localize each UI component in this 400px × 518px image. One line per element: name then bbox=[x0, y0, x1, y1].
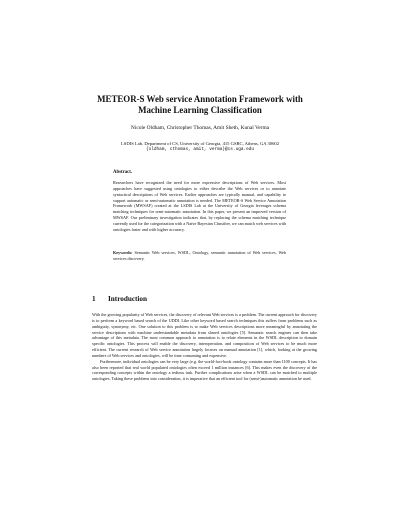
keywords bbox=[113, 250, 286, 262]
intro-paragraph-2: Furthermore, individual ontologies can be very large (e.g. the world-fact-book ontology contains more than 1100 concepts. It has also been reported that real world populated ontologies often exceed 1 million instances [6]. This makes even the discovery of the corresponding concepts within the ontology a tedious task. Further complications arise when a WSDL can be matched to multiple ontologies. Taking these problems into consideration, it is imperative that an efficient tool for (semi-)automatic annotation be used. bbox=[92, 358, 317, 382]
abstract-heading: Abstract. bbox=[113, 170, 133, 175]
keywords-label: Keywords: bbox=[113, 250, 133, 255]
paper-title bbox=[60, 94, 340, 116]
keywords-text: Semantic Web services, WSDL, Ontology, semantic annotation of Web services, Web services discovery. bbox=[113, 250, 287, 261]
section-heading-introduction bbox=[92, 295, 147, 304]
author-list: Nicole Oldham, Christopher Thomas, Amit Sheth, Kunal Verma bbox=[130, 125, 270, 131]
intro-paragraph-1: With the growing popularity of Web services, the discovery of relevant Web services is a problem. The current approach for discovery is to perform a keyword based search of the UDDI. Like other keyword based search techniques this suffers from problems such as ambiguity, synonymy, etc. One solution to this problem is to make Web services descriptions more meaningful by annotating the service descriptions with machine understandable metadata from shared ontologies [5]. Semantic search engines can then take advantage of this metadata. The most common approach to annotation is to relate elements in the WSDL description to domain specific ontologies. This process will enable the discovery, interoperation, and composition of Web services to be much more efficient. The current research of Web service annotation largely focuses on manual annotation [1], which, looking at the growing numbers of Web services and ontologies, will be time consuming and expensive. bbox=[92, 312, 317, 358]
author-emails: {oldham, cthomas, amit, verma}@cs.uga.edu bbox=[145, 147, 255, 152]
section-number: 1 bbox=[92, 295, 96, 303]
introduction-body bbox=[92, 312, 317, 382]
section-title: Introduction bbox=[108, 295, 148, 303]
abstract-body: Researchers have recognized the need for more expressive descriptions of Web services. Most approaches have suggested using ontologies to either describe the Web services or to annotate syntactical descriptions of Web services. Earlier approaches are typically manual, and capability to support automatic or semi-automatic annotation is needed. The METEOR-S Web Service Annotation Framework (MWSAF) created at the LSDIS Lab at the University of Georgia leverages schema matching techniques for semi-automatic annotation. In this paper, we present an improved version of MWSAF. Our preliminary investigation indicates that, by replacing the schema matching technique currently used for the categorization with a Naïve Bayesian Classifier, we can match web services with ontologies faster and with higher accuracy. bbox=[113, 180, 286, 232]
author-affiliation: LSDIS Lab, Department of CS, University of Georgia, 415 GSRC, Athens, GA 30602 bbox=[120, 141, 279, 146]
title-line-2: Machine Learning Classification bbox=[138, 105, 262, 115]
title-line-1: METEOR-S Web service Annotation Framework with bbox=[97, 94, 303, 104]
